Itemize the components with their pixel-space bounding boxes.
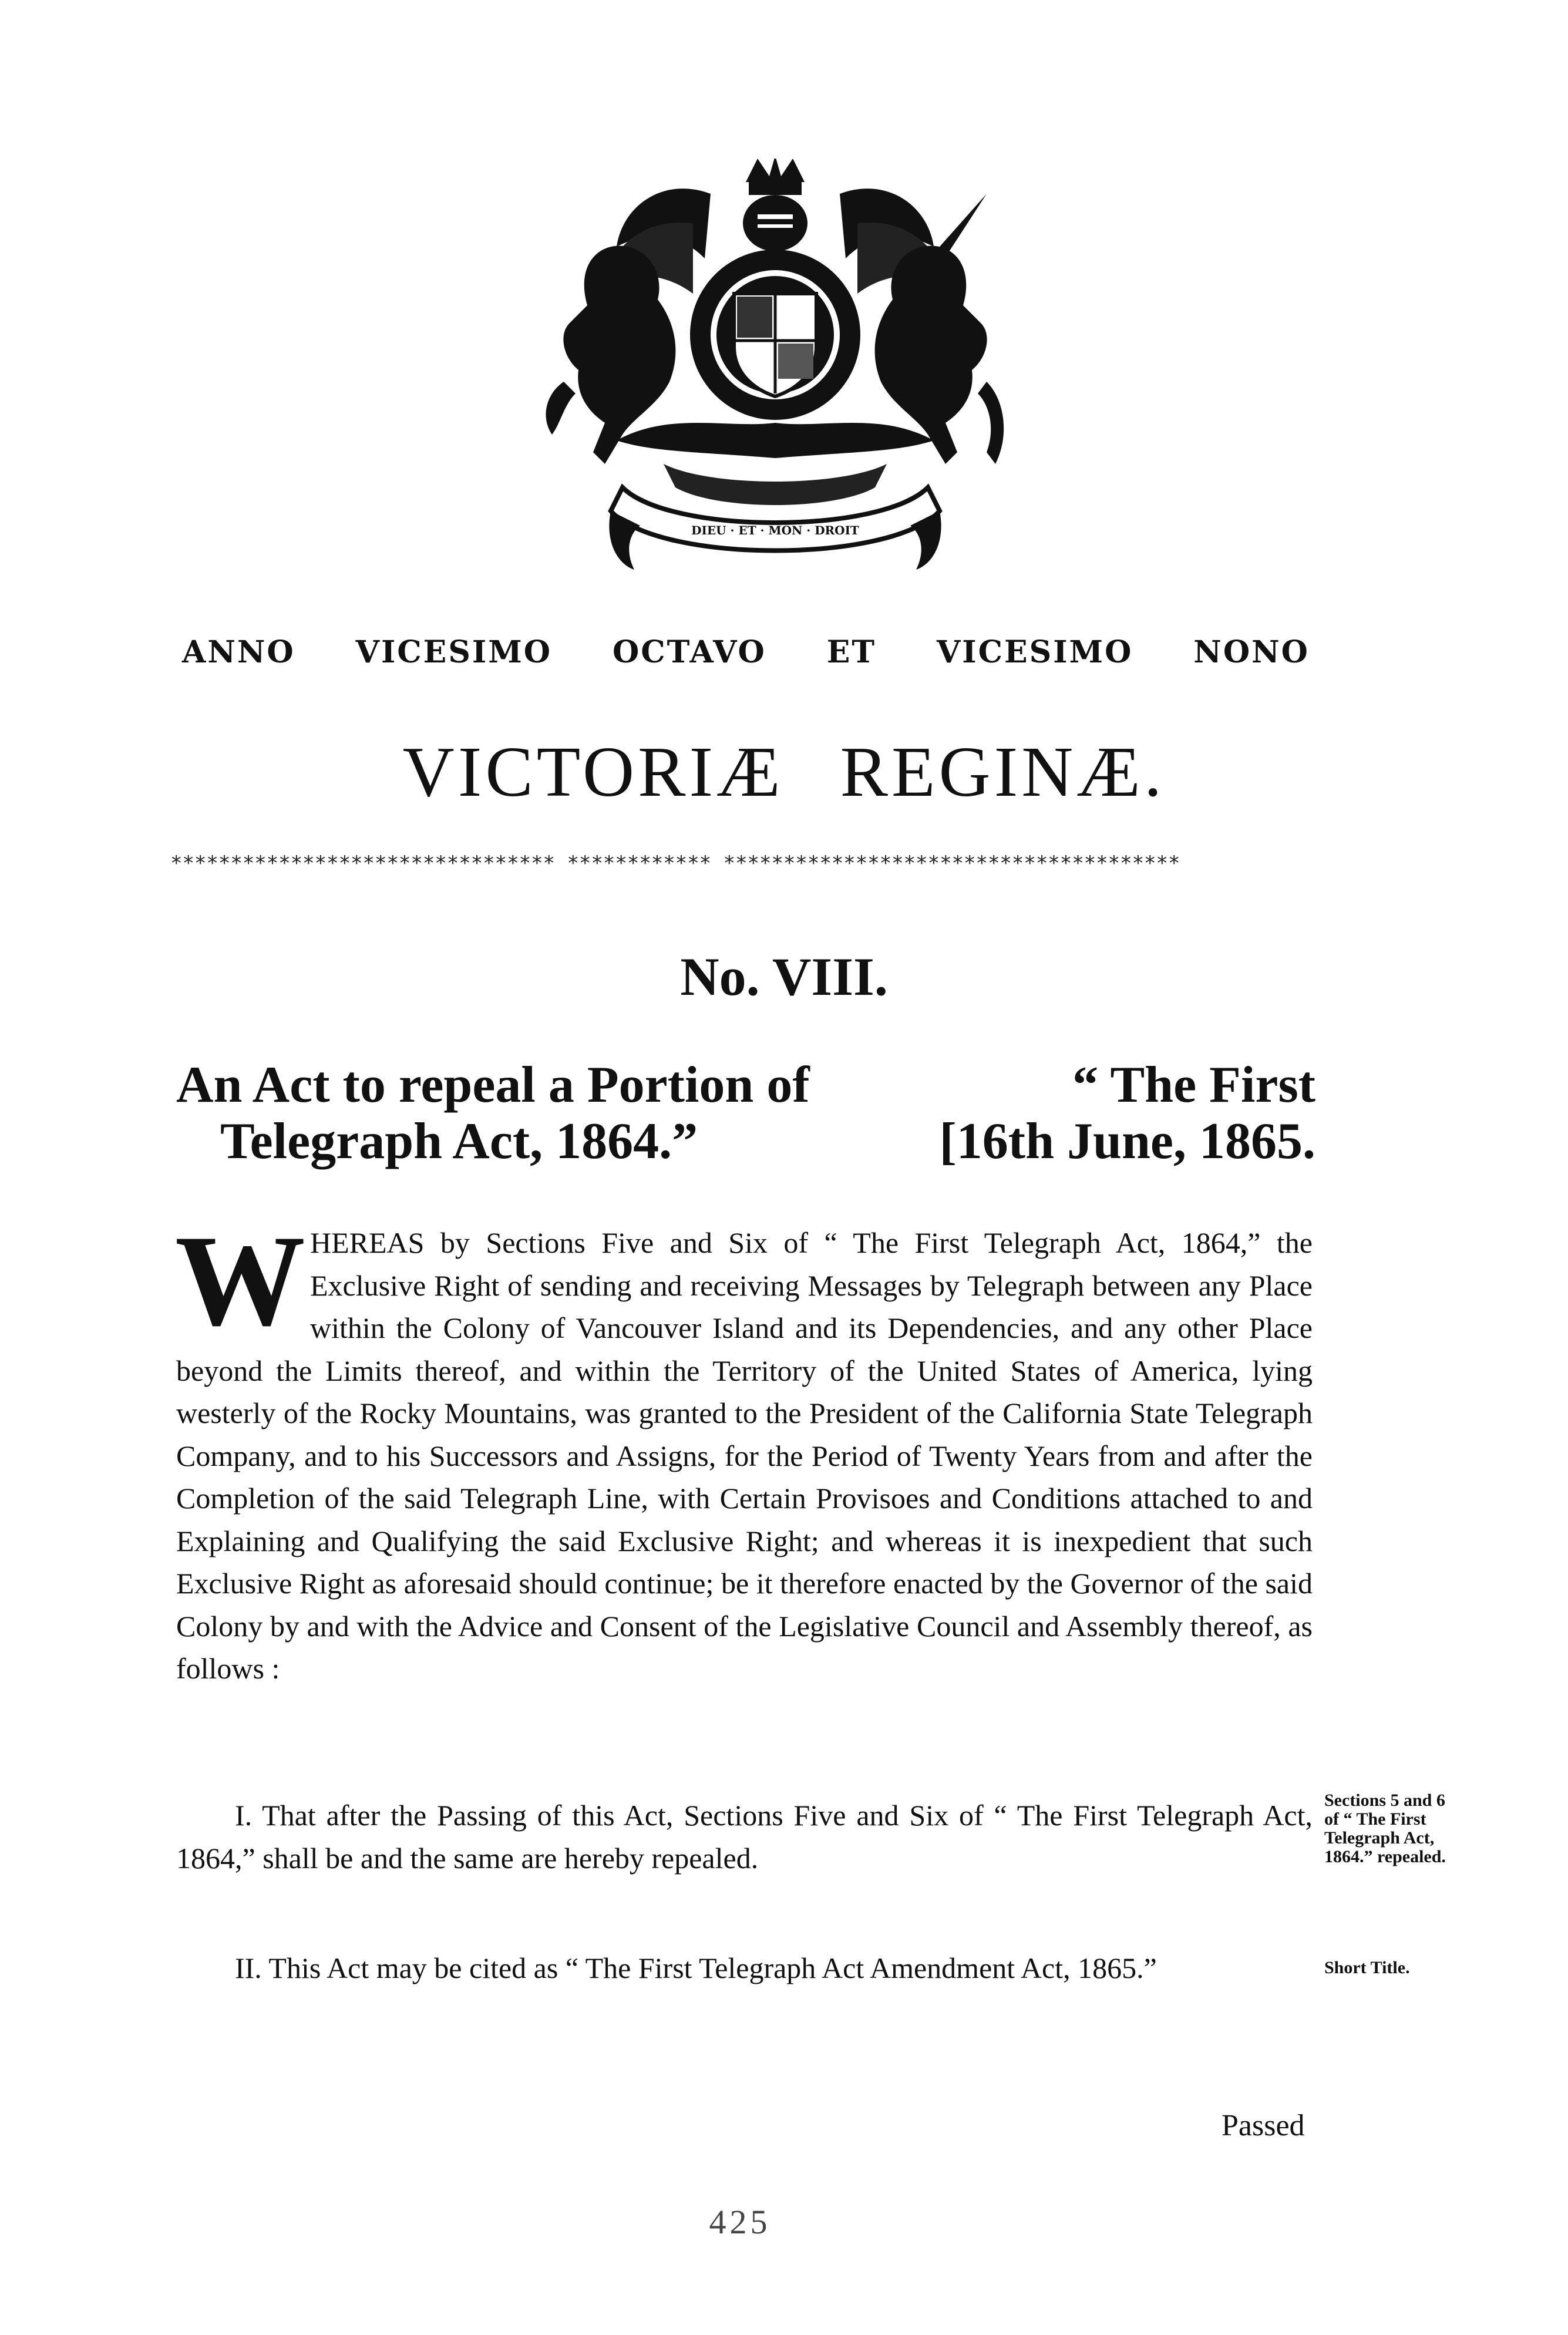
act-date: [16th June, 1865.: [939, 1113, 1315, 1170]
regnal-year-line: [182, 634, 1310, 670]
anno-word: VICESIMO: [936, 634, 1133, 670]
sovereign-title: [0, 731, 1568, 813]
anno-word: OCTAVO: [612, 634, 766, 670]
regina-word: REGINÆ.: [840, 732, 1166, 812]
star-separator: ******************************** ************ **************************************: [170, 852, 1180, 875]
margin-note-section-1: Sections 5 and 6 of “ The First Telegraph Act, 1864.” repealed.: [1324, 1791, 1446, 1866]
catchword: Passed: [1222, 2109, 1305, 2142]
anno-word: ET: [826, 634, 877, 670]
anno-word: VICESIMO: [355, 634, 553, 670]
section-1: [176, 1794, 1313, 1879]
preamble-first-word: HEREAS: [310, 1226, 425, 1259]
section-2: [176, 1947, 1313, 1990]
regina-word: VICTORIÆ: [402, 732, 784, 812]
act-title-line1-left: An Act to repeal a Portion of: [176, 1057, 810, 1113]
page-number: 425: [709, 2203, 771, 2241]
preamble-text: by Sections Five and Six of “ The First Telegraph Act, 1864,” the Exclusive Right of sending and receiving Messages by Telegraph between any Place within the Colony of Vancouver Island and its Dependencies, and any other Place beyond the Limits thereof, and within the Territory of the United States of America, lying westerly of the Rocky Mountains, was granted to the President of the California State Telegraph Company, and to his Successors and Assigns, for the Period of Twenty Years from and after the Completion of the said Telegraph Line, with Certain Provisoes and Conditions attached to and Explaining and Qualifying the said Exclusive Right; and whereas it is inexpedient that such Exclusive Right as aforesaid should continue; be it therefore enacted by the Governor of the said Colony by and with the Advice and Consent of the Legislative Council and Assembly thereof, as follows :: [176, 1226, 1313, 1685]
margin-note-section-2: Short Title.: [1324, 1958, 1410, 1977]
act-number: No. VIII.: [680, 947, 888, 1007]
drop-cap: W: [175, 1209, 305, 1353]
act-title-line2-left: Telegraph Act, 1864.”: [220, 1113, 698, 1170]
svg-text:DIEU · ET · MON · DROIT: DIEU · ET · MON · DROIT: [691, 523, 859, 537]
act-title: [176, 1057, 1315, 1170]
act-title-line1-right: “ The First: [1072, 1057, 1315, 1113]
section-text: I. That after the Passing of this Act, Sections Five and Six of “ The First Telegraph Act, 1864,” shall be and the same are hereby repealed.: [176, 1799, 1313, 1875]
anno-word: ANNO: [182, 634, 295, 670]
anno-word: NONO: [1193, 634, 1310, 670]
preamble: [175, 1209, 1313, 1690]
royal-coat-of-arms-icon: [517, 159, 1034, 570]
section-text: II. This Act may be cited as “ The First Telegraph Act Amendment Act, 1865.”: [235, 1952, 1157, 1984]
